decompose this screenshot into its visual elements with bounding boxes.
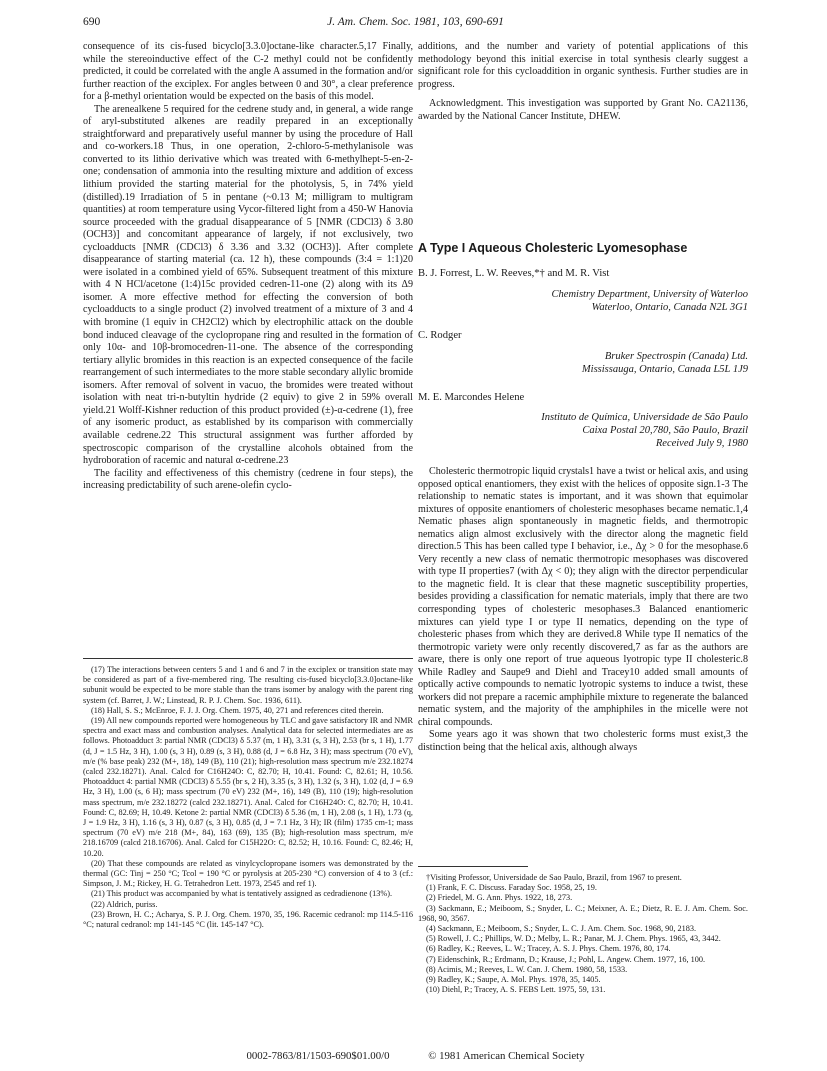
footnote: (3) Sackmann, E.; Meiboom, S.; Snyder, L. C.; Meixner, A. E.; Dietz, R. E. J. Am. Chem. Soc. 1968, 90, 3567.: [418, 903, 748, 923]
running-header: [83, 16, 748, 32]
page-footer: [83, 1050, 748, 1062]
footnote: (23) Brown, H. C.; Acharya, S. P. J. Org. Chem. 1970, 35, 196. Racemic cedranol: mp 114.5-116 °C; natural cedranol: mp 141-145 °C (lit. 145-147 °C).: [83, 909, 413, 930]
affiliation-line: Bruker Spectrospin (Canada) Ltd.: [604, 351, 748, 362]
copyright-notice: © 1981 American Chemical Society: [428, 1050, 585, 1062]
author-line: B. J. Forrest, L. W. Reeves,*† and M. R. Vist: [418, 268, 610, 279]
right-footnotes: [418, 873, 748, 995]
right-column-body: [418, 466, 748, 755]
footnote: (17) The interactions between centers 5 and 1 and 6 and 7 in the exciplex or transition state may be considered as part of a five-membered ring. The resulting cis-fused bicyclo[3.3.0]octane-like subunit would be expected to be more stable than the trans isomer by analogy with the parent ring system (cf. Barret, J. W.; Linstead, R. P. J. Chem. Soc. 1936, 611).: [83, 665, 413, 705]
footnote: (1) Frank, F. C. Discuss. Faraday Soc. 1958, 25, 19.: [426, 883, 597, 893]
affiliation-line: Instituto de Química, Universidade de São Paulo: [541, 412, 748, 423]
footnote: (10) Diehl, P.; Tracey, A. S. FEBS Lett. 1975, 59, 131.: [426, 985, 606, 995]
footnote: (5) Rowell, J. C.; Phillips, W. D.; Melby, L. R.; Panar, M. J. Chem. Phys. 1965, 43, 3442.: [426, 934, 721, 944]
article-title: A Type I Aqueous Cholesteric Lyomesophase: [418, 241, 688, 255]
article-code: 0002-7863/81/1503-690$01.00/0: [246, 1050, 390, 1062]
left-paragraph: The facility and effectiveness of this chemistry (cedrene in four steps), the increasing predictability of such arene-olefin cyclo-: [83, 467, 413, 492]
footnote-divider-left: [83, 658, 413, 659]
left-column: [83, 41, 413, 493]
footnote: †Visiting Professor, Universidade de Sao Paulo, Brazil, from 1967 to present.: [426, 873, 682, 882]
footnote: (9) Radley, K.; Saupe, A. Mol. Phys. 1978, 35, 1405.: [426, 975, 601, 985]
footnote: (2) Friedel, M. G. Ann. Phys. 1922, 18, 273.: [426, 893, 573, 903]
footnote: (20) That these compounds are related as vinylcyclopropane isomers was demonstrated by the thermal (GC: Tinj = 250 °C; Tcol = 190 °C or pyrolysis at 205-230 °C) conversion of 4 to 3 (cf.: Simpson, J. M.; Rickey, H. G. Tetrahedron Lett. 1973, 2545 and ref 1).: [83, 858, 413, 889]
footnote: (7) Eidenschink, R.; Erdmann, D.; Krause, J.; Pohl, L. Angew. Chem. 1977, 16, 100.: [426, 954, 706, 964]
footnote: (4) Sackmann, E.; Meiboom, S.; Snyder, L. C. J. Am. Chem. Soc. 1968, 90, 2183.: [426, 924, 697, 934]
received-date: Received July 9, 1980: [655, 437, 748, 449]
footnote: (6) Radley, K.; Reeves, L. W.; Tracey, A. S. J. Phys. Chem. 1976, 80, 174.: [426, 944, 671, 954]
affiliation-line: Waterloo, Ontario, Canada N2L 3G1: [591, 301, 748, 313]
affiliation-line: Chemistry Department, University of Waterloo: [551, 289, 748, 300]
acknowledgment: Acknowledgment. This investigation was supported by Grant No. CA21136, awarded by the National Cancer Institute, DHEW.: [418, 98, 748, 122]
right-paragraph: Cholesteric thermotropic liquid crystals1 have a twist or helical axis, and using opposed optical enantiomers, they exist with the helices of opposite sign.1-3 The relationship to nematic states is important, and it was shown that equimolar mixtures of opposite enantiomers of cholesteric mesophases became nematic.1,4 Nematic phases align spontaneously in magnetic fields, and thermotropic nematics align almost exclusively with the director along the magnetic field direction.5 This has been called type I behavior, i.e., Δχ > 0 for the mesophase.6 Very recently a new class of nematic thermotropic mesophases was discovered with type II properties7 (with Δχ < 0); they align with the director perpendicular to the magnetic field. It is clear that these magnetic susceptibility properties, besides providing a classification for nematic materials, imply that there are two corresponding types of cholesteric mesophases.3 Balanced enantiomeric mixtures can yield type I or type II nematics, depending on the type of cholesteric phases from which they are derived.8 While type II nematics of the thermotropic variety were only recently discovered,7 as far as the authors are aware, there is only one report of true aqueous lyotropic type II cholesteric.8 While Radley and Saupe9 and Diehl and Tracey10 added small amounts of optically active compounds to nematic lyotropic systems to induce a twist, these workers did not prepare a racemic amphiphile mixture to regenerate the balanced nematic system, and the majority of the amphiphiles in the micelle were not chiral compounds.: [418, 466, 748, 728]
author-line: M. E. Marcondes Helene: [418, 392, 525, 403]
journal-citation: J. Am. Chem. Soc. 1981, 103, 690-691: [327, 16, 504, 28]
affiliation: [418, 289, 748, 315]
right-paragraph: additions, and the number and variety of potential applications of this methodology beyond this initial exercise in total synthesis clearly suggest a significant role for this cycloaddition in organic synthesis. Further studies are in progress.: [418, 41, 748, 90]
right-column-top: [418, 41, 748, 123]
affiliation: [418, 351, 748, 377]
left-paragraph: consequence of its cis-fused bicyclo[3.3.0]octane-like character.5,17 Finally, while the stereoinductive effect of the C-2 methyl could not be confidently predicted, it could be correlated with the angle A assumed in the formation and/or further reaction of the exciplex. For angles between 0 and 30°, a clear preference for a β-methyl orientation would be expected on the basis of this model.: [83, 41, 413, 103]
footnote: (8) Acimis, M.; Reeves, L. W. Can. J. Chem. 1980, 58, 1533.: [426, 964, 628, 974]
author-line: C. Rodger: [418, 330, 462, 341]
footnote: (22) Aldrich, puriss.: [91, 899, 158, 909]
footnote: (21) This product was accompanied by what is tentatively assigned as cedradienone (13%).: [91, 889, 393, 899]
left-footnotes: [83, 665, 413, 930]
affiliation-line: Mississauga, Ontario, Canada L5L 1J9: [581, 363, 748, 375]
affiliation: [418, 412, 748, 450]
affiliation-line: Caixa Postal 20,780, São Paulo, Brazil: [582, 424, 748, 436]
footnote: (19) All new compounds reported were homogeneous by TLC and gave satisfactory IR and NMR spectra and exact mass and combustion analyses. Analytical data for selected intermediates are as follows. Photoadduct 3: partial NMR (CDCl3) δ 5.37 (m, 1 H), 3.31 (s, 3 H), 2.53 (br s, 1 H), 1.77 (d, J = 1.5 Hz, 3 H), 1.00 (s, 3 H), 0.89 (s, 3 H), 0.88 (d, J = 6.8 Hz, 3 H); mass spectrum (70 eV), m/e (% base peak) 232 (M+, 18), 149 (B), 110 (21); high-resolution mass spectrum m/e 232.18274 (calcd 232.18271). Anal. Calcd for C16H24O: C, 82.70; H, 10.41. Found: C, 82.61; H, 10.56. Photoadduct 4: partial NMR (CDCl3) δ 5.55 (br s, 2 H), 3.35 (s, 3 H), 1.32 (s, 3 H), 1.02 (d, J = 6.9 Hz, 3 H), 1.00 (s, 6 H); mass spectrum (70 eV) 232 (M+, 16), 149 (B), 110 (19); high-resolution mass spectrum, m/e 232.18272 (calcd 232.18271). Anal. Calcd for C16H24O: C, 82.70; H, 10.41. Found: C, 82.69; H, 10.49. Ketone 2: partial NMR (CDCl3) δ 5.36 (m, 1 H), 2.08 (s, 1 H), 1.73 (q, J = 1.9 Hz, 3 H), 1.16 (s, 3 H), 0.87 (s, 3 H), 0.85 (d, J = 7.1 Hz, 3 H); IR (film) 1735 cm-1; mass spectrum (70 eV) m/e 218 (M+, 84), 163 (69), 135 (B); high-resolution mass spectrum, m/e 218.16709 (calcd 218.16706). Anal. Calcd for C15H22O: C, 82.52; H, 10.16. Found: C, 82.46; H, 10.20.: [83, 716, 413, 858]
page-number: 690: [83, 16, 101, 28]
footnote-divider-right: [418, 866, 528, 867]
footnote: (18) Hall, S. S.; McEnroe, F. J. J. Org. Chem. 1975, 40, 271 and references cited therein.: [91, 705, 384, 715]
right-paragraph: Some years ago it was shown that two cholesteric forms must exist,3 the distinction being that the helical axis, although always: [418, 729, 748, 754]
left-paragraph: The arenealkene 5 required for the cedrene study and, in general, a wide range of aryl-substituted alkenes are readily prepared in an exceptionally straightforward and preparatively useful manner by using the procedure of Hall and co-workers.18 Thus, in one operation, 2-chloro-5-methylanisole was converted to its lithio derivative which was treated with 6-methylhept-5-en-2-one; condensation of ammonia into the resulting mixture and addition of excess lithium provided the starting material for the photolysis, 5, in 74% yield (distilled).19 Irradiation of 5 in pentane (~0.13 M; milligram to multigram quantities) at room temperature using Vycor-filtered light from a 450-W Hanovia source proceeded with the gradual disappearance of 5 [NMR (CDCl3) δ 3.80 (OCH3)] and concomitant appearance of largely, if not exclusively, two cycloadducts [NMR (CDCl3) δ 3.36 and 3.32 (OCH3)]. After complete disappearance of starting material (ca. 12 h), these compounds (3:4 = 1:1)20 were isolated in a combined yield of 65%. Subsequent treatment of this mixture with 4 N HCl/acetone (1:4)15c provided cedren-11-one (2) along with its Δ9 isomer. A more effective method for effecting the conversion of both cycloadducts to a single product (2) involved treatment of a mixture of 3 and 4 with bromine (1 equiv in CH2Cl2) which by electrophilic attack on the double bond induced cleavage of the cyclopropane ring and resulted in the formation of only 10α- and 10β-bromocedren-11-one. The absence of the corresponding tertiary allylic bromides in this reaction is an expected consequence of the facile rearrangement of such intermediates to the more stable secondary allylic bromide isomers. After removal of solvent in vacuo, the bromides were treated without isolation with neat tri-n-butyltin hydride (2 equiv) to give 2 in 59% overall yield.21 Wolff-Kishner reduction of this product provided (±)-α-cedrene (1), free of any isomeric product, as established by its comparison with commercially available cedrene.22 This structural assignment was further afforded by spectroscopic comparison of the crystalline alcohols obtained from the hydroboration of racemic and natural α-cedrene.23: [83, 103, 413, 467]
